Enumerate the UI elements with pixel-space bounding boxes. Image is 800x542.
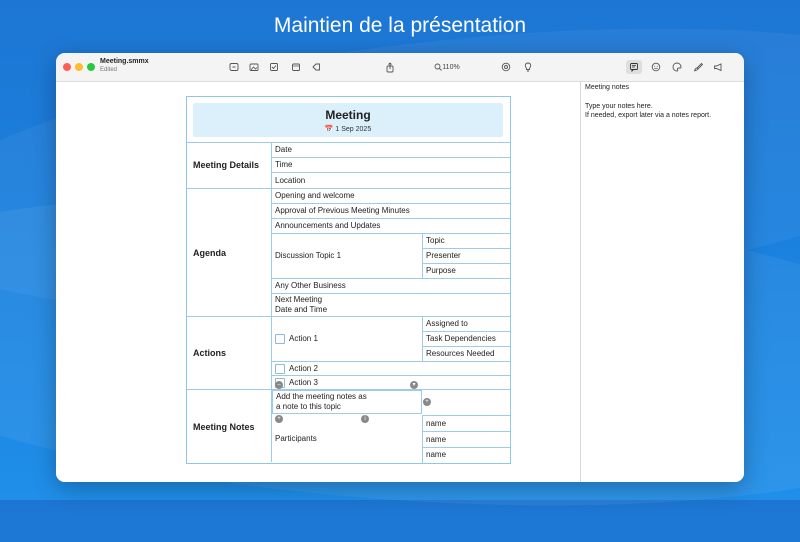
- palette-icon[interactable]: [671, 60, 683, 74]
- subtopic-date[interactable]: Date: [275, 145, 292, 154]
- info-icon[interactable]: i: [361, 415, 369, 423]
- action-detail-item[interactable]: Task Dependencies: [426, 334, 496, 343]
- minimize-window-button[interactable]: [75, 63, 83, 71]
- promo-headline: Maintien de la présentation: [273, 14, 527, 37]
- next-meeting-line: Date and Time: [275, 305, 328, 314]
- close-window-button[interactable]: [63, 63, 71, 71]
- task-checkbox[interactable]: [275, 334, 285, 344]
- emoji-icon[interactable]: [650, 60, 662, 74]
- subtopic-participants[interactable]: Participants: [275, 434, 317, 443]
- agenda-item[interactable]: Opening and welcome: [275, 191, 355, 200]
- participant-name[interactable]: name: [426, 450, 447, 459]
- topic-meeting-details[interactable]: Meeting Details: [193, 160, 260, 170]
- subtopic-location[interactable]: Location: [275, 175, 306, 185]
- action-detail-item[interactable]: Resources Needed: [426, 349, 495, 358]
- agenda-item[interactable]: Approval of Previous Meeting Minutes: [275, 206, 410, 215]
- discussion-topic-item[interactable]: Topic: [426, 236, 445, 245]
- brush-icon[interactable]: [692, 60, 704, 74]
- notes-editor[interactable]: [585, 102, 741, 120]
- zoom-control[interactable]: [430, 60, 464, 74]
- note-text-line: Add the meeting notes as: [276, 392, 367, 401]
- agenda-item[interactable]: Announcements and Updates: [275, 221, 381, 230]
- tag-icon[interactable]: [310, 60, 322, 74]
- central-topic-date: 📅 1 Sep 2025: [324, 126, 372, 133]
- central-topic[interactable]: [193, 103, 503, 137]
- notes-icon[interactable]: [626, 60, 642, 74]
- document-status: Edited: [100, 67, 118, 73]
- action-label: Action 1: [289, 334, 318, 343]
- action-label: Action 3: [289, 377, 318, 387]
- app-window: [56, 53, 744, 482]
- add-subtopic-icon[interactable]: +: [423, 398, 431, 406]
- zoom-window-button[interactable]: [87, 63, 95, 71]
- add-topic-icon[interactable]: [228, 60, 240, 74]
- focus-icon[interactable]: [500, 60, 512, 74]
- subtopic-discussion-topic[interactable]: Discussion Topic 1: [275, 251, 342, 260]
- meeting-map[interactable]: [186, 96, 511, 464]
- action-item[interactable]: [272, 376, 510, 389]
- action-label: Action 2: [289, 363, 318, 373]
- topic-actions[interactable]: Actions: [193, 348, 227, 358]
- move-handle-icon[interactable]: ▾: [410, 381, 418, 389]
- magnifier-icon: [434, 63, 442, 71]
- discussion-purpose-item[interactable]: Purpose: [426, 266, 456, 275]
- notes-line: Type your notes here.: [585, 103, 653, 110]
- collapse-knob-icon[interactable]: –: [275, 381, 283, 389]
- participant-name[interactable]: name: [426, 418, 447, 428]
- task-checkbox[interactable]: [275, 364, 285, 374]
- share-icon[interactable]: [384, 60, 396, 74]
- notes-panel[interactable]: [580, 82, 744, 482]
- action-item[interactable]: [272, 362, 510, 375]
- participant-name[interactable]: name: [426, 434, 447, 444]
- agenda-next-meeting[interactable]: [272, 294, 510, 316]
- image-icon[interactable]: [248, 60, 260, 74]
- note-text-line: a note to this topic: [276, 402, 341, 411]
- document-name: Meeting.smmx: [100, 58, 149, 65]
- megaphone-icon[interactable]: [712, 60, 724, 74]
- central-topic-title: Meeting: [325, 108, 371, 122]
- action-detail-item[interactable]: Assigned to: [426, 319, 468, 328]
- notes-title: Meeting notes: [585, 84, 629, 91]
- add-sibling-icon[interactable]: +: [275, 415, 283, 423]
- notes-line: If needed, export later via a notes report.: [585, 112, 712, 119]
- subtopic-time[interactable]: Time: [275, 160, 293, 169]
- mind-map-canvas[interactable]: [56, 82, 580, 482]
- selected-topic-note[interactable]: [272, 390, 422, 414]
- next-meeting-line: Next Meeting: [275, 295, 323, 304]
- lightbulb-icon[interactable]: [522, 60, 534, 74]
- topic-agenda[interactable]: Agenda: [193, 247, 227, 258]
- discussion-presenter-item[interactable]: Presenter: [426, 251, 461, 260]
- action-item[interactable]: [272, 317, 422, 361]
- zoom-level: 110%: [442, 63, 460, 71]
- toolbar: [56, 53, 744, 82]
- task-checkbox-icon[interactable]: [268, 60, 280, 74]
- calendar-icon[interactable]: [290, 60, 302, 74]
- agenda-item[interactable]: Any Other Business: [275, 281, 346, 290]
- topic-meeting-notes[interactable]: Meeting Notes: [193, 421, 255, 432]
